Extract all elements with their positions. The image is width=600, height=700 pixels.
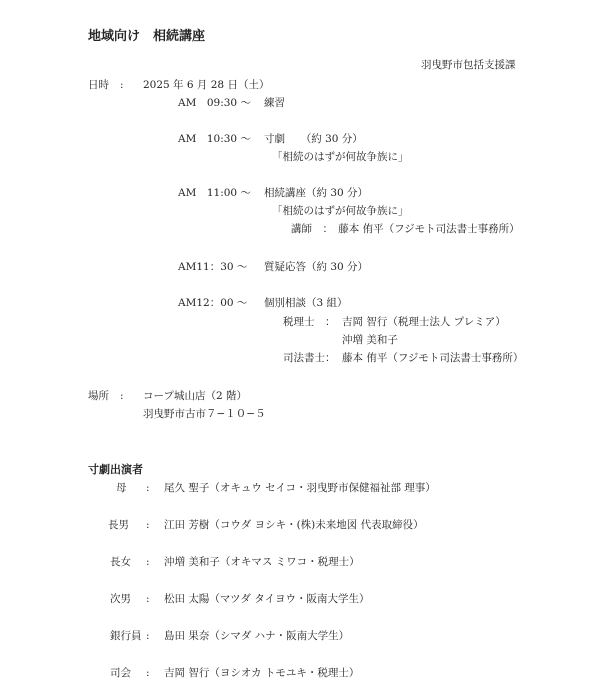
cast-role: 銀行員 [110, 630, 142, 642]
schedule-time-5: AM12：00 〜 [178, 297, 248, 309]
datetime-colon: : [120, 79, 124, 91]
venue-name: コープ城山店（2 階） [143, 390, 247, 402]
venue-address: 羽曳野市古市７−１０−５ [143, 408, 266, 420]
schedule-time-2: AM 10:30 〜 [178, 133, 251, 145]
event-date: 2025 年 6 月 28 日（土） [143, 79, 270, 91]
cast-colon: : [146, 630, 150, 642]
cast-colon: : [146, 482, 150, 494]
judicial-scrivener-1: 藤本 侑平（フジモト司法書士事務所） [342, 352, 524, 364]
cast-role: 長男 [108, 519, 129, 531]
cast-heading: 寸劇出演者 [88, 463, 143, 476]
schedule-time-4: AM11：30 〜 [178, 261, 248, 273]
schedule-time-3: AM 11:00 〜 [178, 187, 251, 199]
cast-colon: : [146, 519, 150, 531]
schedule-title-5: 個別相談（3 組） [264, 297, 348, 309]
schedule-sub-3: 「相続のはずが何故争族に」 [272, 205, 409, 217]
schedule-sub-2: 「相続のはずが何故争族に」 [272, 151, 409, 163]
venue-colon: : [120, 390, 124, 402]
page-title: 地域向け 相続講座 [88, 29, 206, 44]
lecture-speaker: 講師 ： 藤本 侑平（フジモト司法書士事務所） [291, 223, 520, 235]
tax-accountant-1: 吉岡 智行（税理士法人 プレミア） [342, 316, 506, 328]
datetime-label: 日時 [88, 79, 109, 91]
schedule-title-4: 質疑応答（約 30 分） [264, 261, 369, 273]
cast-colon: : [146, 667, 150, 679]
cast-name: 吉岡 智行（ヨシオカ トモユキ・税理士） [164, 667, 360, 679]
cast-name: 松田 太陽（マツダ タイヨウ・阪南大学生） [164, 593, 370, 605]
cast-name: 尾久 聖子（オキュウ セイコ・羽曳野市保健福祉部 理事） [164, 482, 436, 494]
schedule-title-1: 練習 [264, 97, 285, 109]
venue-label: 場所 [88, 390, 109, 402]
tax-accountant-2: 沖増 美和子 [342, 334, 398, 346]
organizer: 羽曳野市包括支援課 [421, 59, 516, 71]
cast-name: 島田 果奈（シマダ ハナ・阪南大学生） [164, 630, 350, 642]
cast-colon: : [146, 556, 150, 568]
schedule-title-2: 寸劇 （約 30 分） [264, 133, 363, 145]
judicial-scrivener-label: 司法書士： [283, 352, 336, 364]
cast-colon: : [146, 593, 150, 605]
cast-role: 母 [116, 482, 127, 494]
cast-name: 江田 芳樹（コウダ ヨシキ・(株)未来地図 代表取締役） [164, 519, 424, 531]
schedule-time-1: AM 09:30 〜 [178, 97, 251, 109]
cast-role: 司会 [110, 667, 131, 679]
tax-accountant-label: 税理士 ： [283, 316, 336, 328]
cast-role: 次男 [110, 593, 131, 605]
schedule-title-3: 相続講座（約 30 分） [264, 187, 369, 199]
cast-name: 沖増 美和子（オキマス ミワコ・税理士） [164, 556, 360, 568]
cast-role: 長女 [110, 556, 131, 568]
